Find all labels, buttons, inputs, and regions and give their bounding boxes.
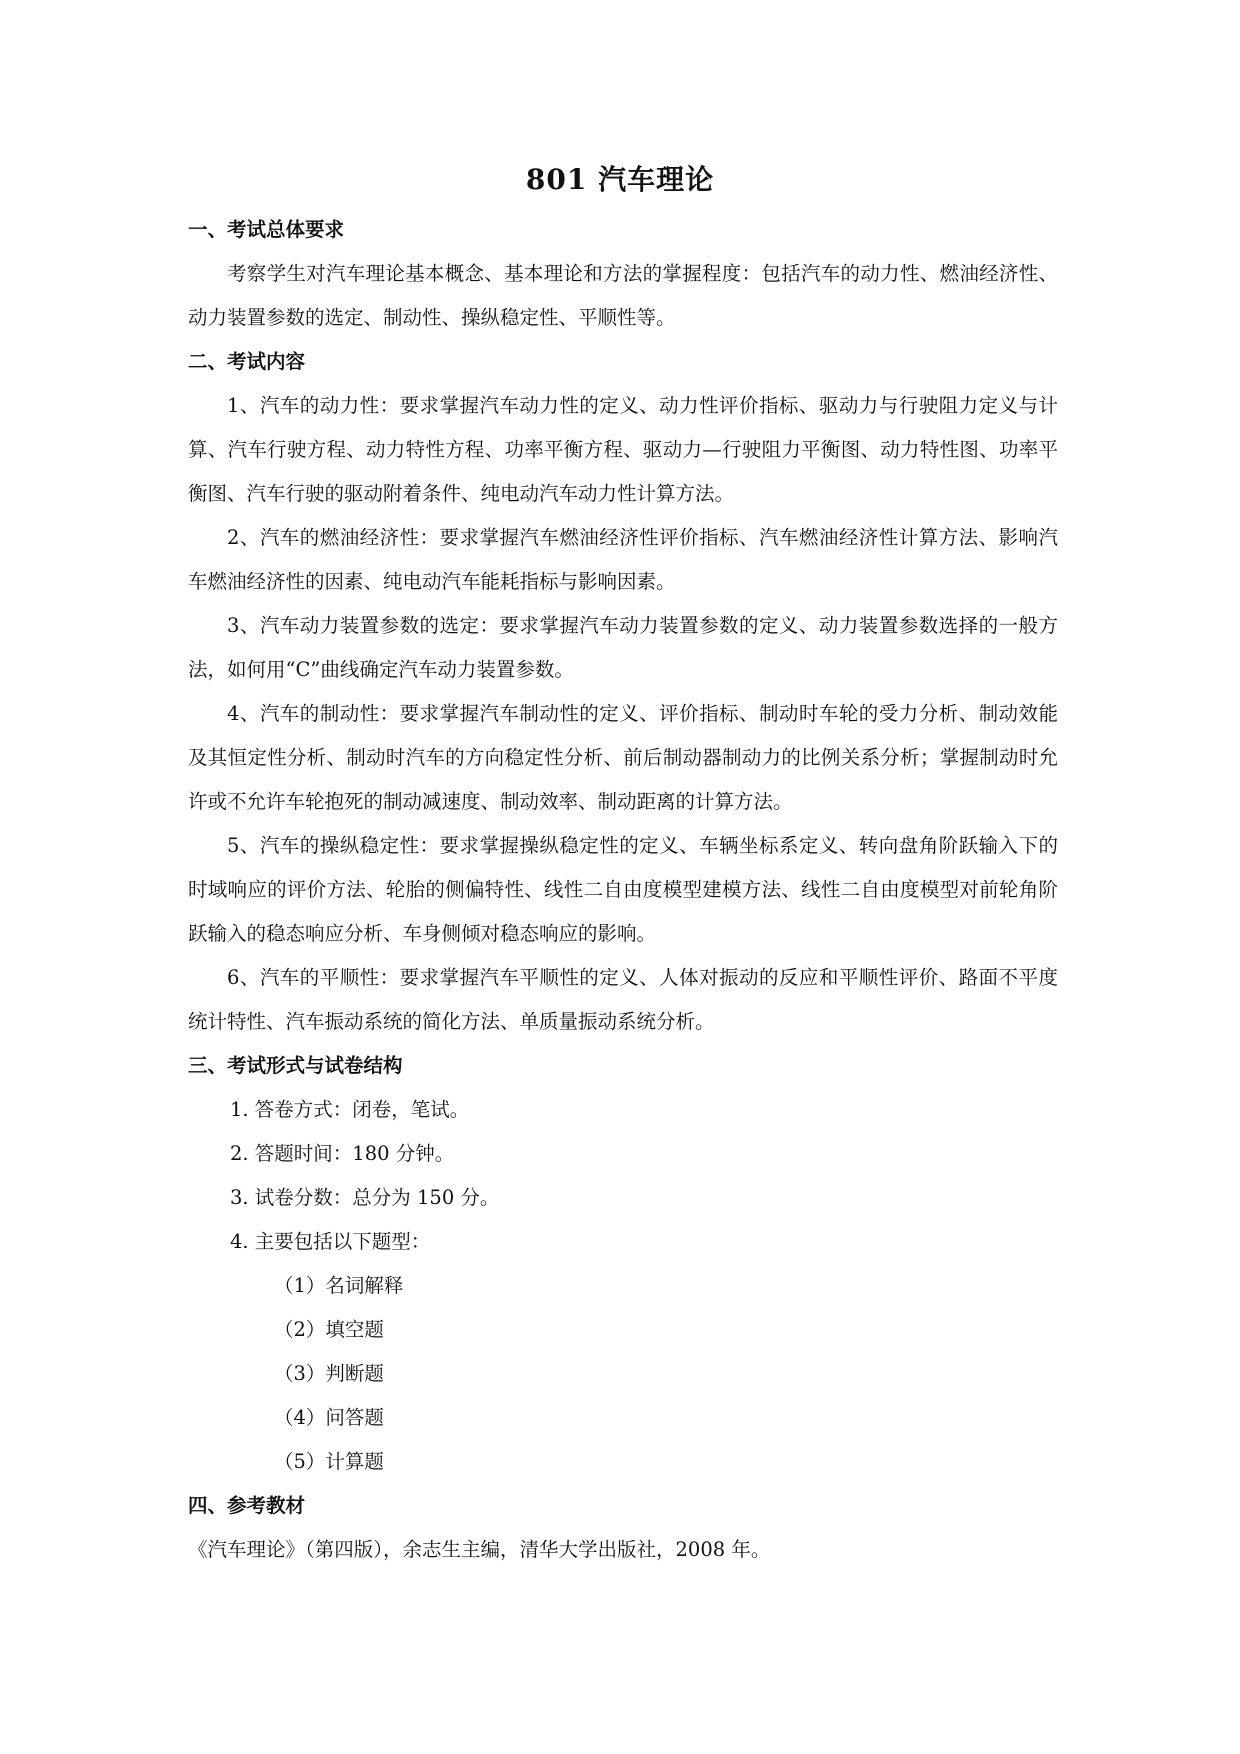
format-item: 1. 答卷方式：闭卷，笔试。 xyxy=(230,1098,470,1121)
section-heading-content: 二、考试内容 xyxy=(188,350,306,373)
question-type-item: （5）计算题 xyxy=(274,1450,384,1473)
reference-text: 《汽车理论》（第四版），余志生主编，清华大学出版社，2008 年。 xyxy=(188,1538,771,1561)
section-heading-format: 三、考试形式与试卷结构 xyxy=(188,1054,403,1077)
section-heading-requirements: 一、考试总体要求 xyxy=(188,218,345,241)
format-item: 2. 答题时间：180 分钟。 xyxy=(230,1142,455,1165)
content-item: 2、汽车的燃油经济性：要求掌握汽车燃油经济性评价指标、汽车燃油经济性计算方法、影响汽车燃油经济性的因素、纯电动汽车能耗指标与影响因素。 xyxy=(188,526,1058,593)
content-item: 4、汽车的制动性：要求掌握汽车制动性的定义、评价指标、制动时车轮的受力分析、制动效能及其恒定性分析、制动时汽车的方向稳定性分析、前后制动器制动力的比例关系分析；掌握制动时允许或不允许车轮抱死的制动减速度、制动效率、制动距离的计算方法。 xyxy=(188,702,1058,813)
requirements-paragraph: 考察学生对汽车理论基本概念、基本理论和方法的掌握程度：包括汽车的动力性、燃油经济性、动力装置参数的选定、制动性、操纵稳定性、平顺性等。 xyxy=(188,262,1058,329)
question-type-item: （3）判断题 xyxy=(274,1362,384,1385)
content-item: 3、汽车动力装置参数的选定：要求掌握汽车动力装置参数的定义、动力装置参数选择的一般方法，如何用“C”曲线确定汽车动力装置参数。 xyxy=(188,614,1058,681)
section-heading-reference: 四、参考教材 xyxy=(188,1494,306,1517)
content-item: 6、汽车的平顺性：要求掌握汽车平顺性的定义、人体对振动的反应和平顺性评价、路面不平度统计特性、汽车振动系统的简化方法、单质量振动系统分析。 xyxy=(188,966,1058,1033)
question-type-item: （2）填空题 xyxy=(274,1318,384,1341)
question-type-item: （4）问答题 xyxy=(274,1406,384,1429)
document-body xyxy=(188,208,1058,1572)
content-item: 5、汽车的操纵稳定性：要求掌握操纵稳定性的定义、车辆坐标系定义、转向盘角阶跃输入下的时域响应的评价方法、轮胎的侧偏特性、线性二自由度模型建模方法、线性二自由度模型对前轮角阶跃输入的稳态响应分析、车身侧倾对稳态响应的影响。 xyxy=(188,834,1058,945)
content-item: 1、汽车的动力性：要求掌握汽车动力性的定义、动力性评价指标、驱动力与行驶阻力定义与计算、汽车行驶方程、动力特性方程、功率平衡方程、驱动力—行驶阻力平衡图、动力特性图、功率平衡图、汽车行驶的驱动附着条件、纯电动汽车动力性计算方法。 xyxy=(188,394,1058,505)
format-item: 4. 主要包括以下题型： xyxy=(230,1230,431,1253)
question-type-item: （1）名词解释 xyxy=(274,1274,404,1297)
format-item: 3. 试卷分数：总分为 150 分。 xyxy=(230,1186,500,1209)
page-title: 801 汽车理论 xyxy=(525,163,715,196)
